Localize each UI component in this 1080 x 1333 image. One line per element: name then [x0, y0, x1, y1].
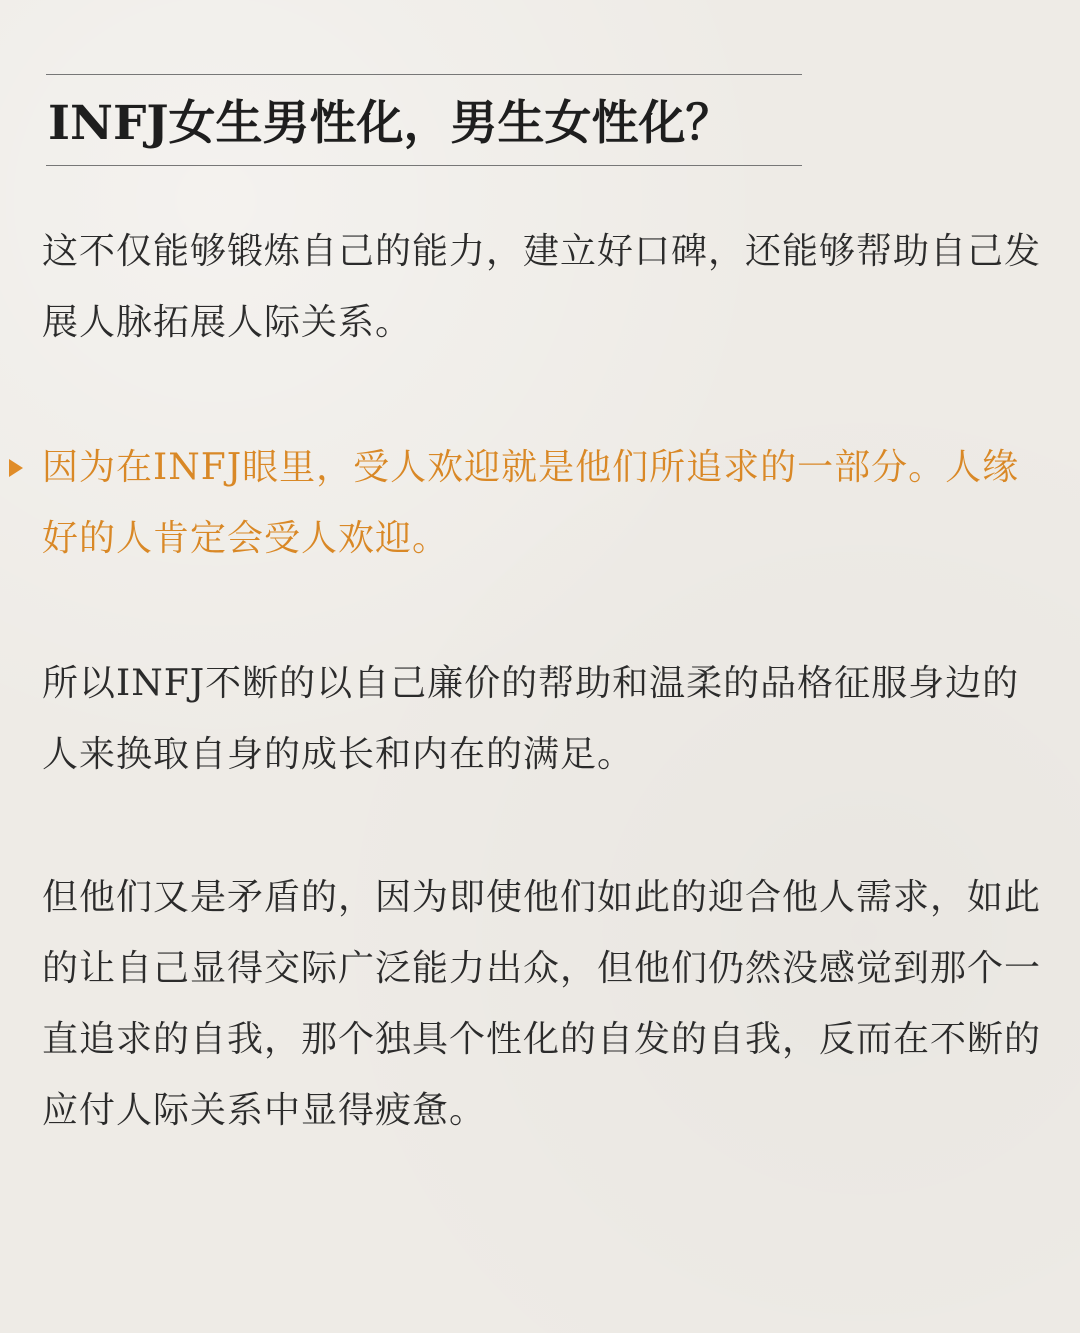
- triangle-right-icon: [9, 459, 23, 477]
- highlighted-paragraph: 因为在INFJ眼里，受人欢迎就是他们所追求的一部分。人缘好的人肯定会受人欢迎。: [42, 447, 1020, 559]
- paragraph-1: 这不仅能够锻炼自己的能力，建立好口碑，还能够帮助自己发展人脉拓展人际关系。: [42, 231, 1042, 343]
- paragraph-3: 所以INFJ不断的以自己廉价的帮助和温柔的品格征服身边的人来换取自身的成长和内在的满足。: [42, 663, 1020, 775]
- page-title: INFJ女生男性化，男生女性化？: [48, 96, 733, 151]
- bottom-rule: [46, 165, 802, 166]
- title-block: [46, 74, 802, 166]
- top-rule: [46, 74, 802, 75]
- paragraph-4: 但他们又是矛盾的，因为即使他们如此的迎合他人需求，如此的让自己显得交际广泛能力出众，但他们仍然没感觉到那个一直追求的自我，那个独具个性化的自发的自我，反而在不断的应付人际关系中显得疲惫。: [42, 877, 1042, 1131]
